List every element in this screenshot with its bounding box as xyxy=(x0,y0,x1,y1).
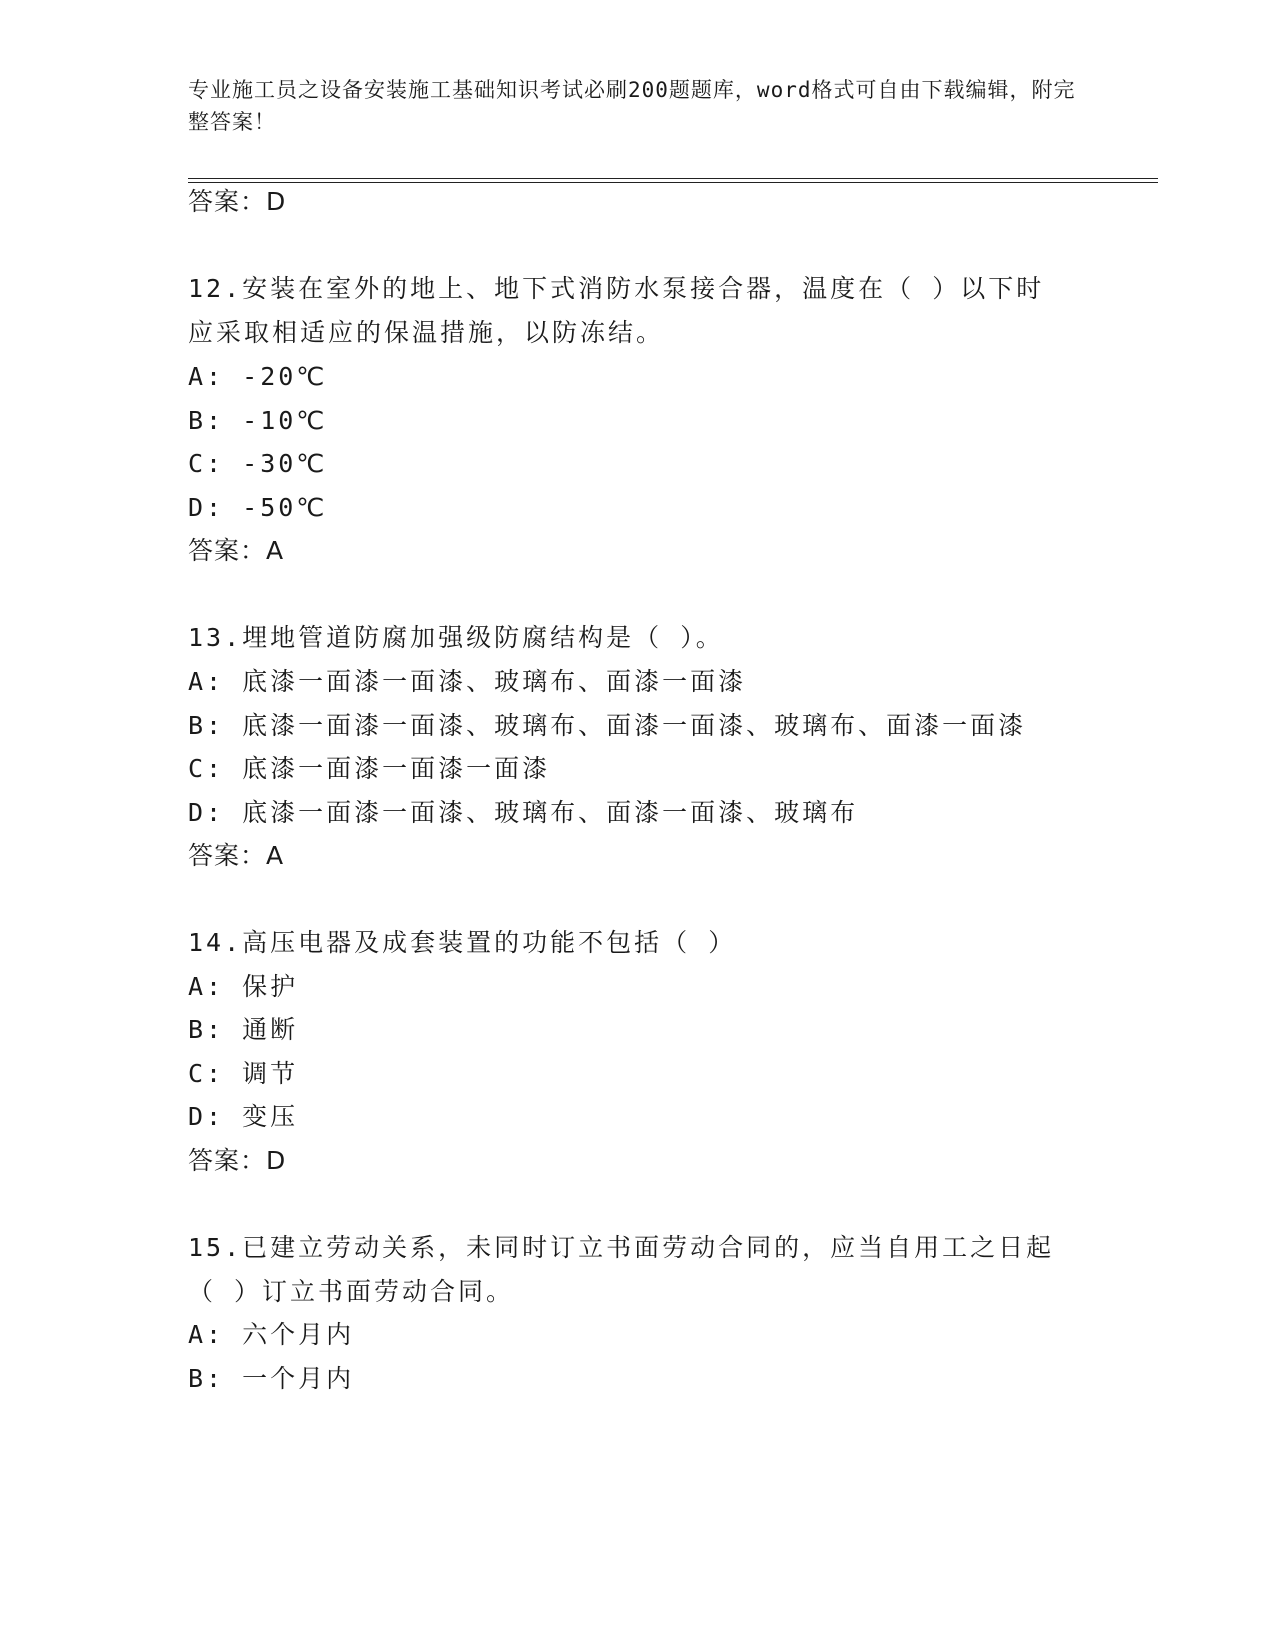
question-13-answer: 答案：A xyxy=(188,841,285,870)
question-14-option-b: B: 通断 xyxy=(188,1015,299,1044)
question-12-option-a: A: -20℃ xyxy=(188,362,328,391)
question-14-option-c: C: 调节 xyxy=(188,1059,299,1088)
question-15-stem-cont: （ ）订立书面劳动合同。 xyxy=(188,1277,515,1306)
question-12-option-b: B: -10℃ xyxy=(188,406,328,435)
question-14-option-a: A: 保护 xyxy=(188,972,299,1001)
question-14-stem: 14.高压电器及成套装置的功能不包括（ ） xyxy=(188,928,737,957)
question-12-answer: 答案：A xyxy=(188,536,285,565)
question-12-option-c: C: -30℃ xyxy=(188,449,328,478)
question-15-option-b: B: 一个月内 xyxy=(188,1364,355,1393)
header-divider xyxy=(188,178,1158,183)
question-13-option-b: B: 底漆一面漆一面漆、玻璃布、面漆一面漆、玻璃布、面漆一面漆 xyxy=(188,711,1027,740)
question-13-option-a: A: 底漆一面漆一面漆、玻璃布、面漆一面漆 xyxy=(188,667,747,696)
question-14-answer: 答案：D xyxy=(188,1146,287,1175)
question-12-stem-cont: 应采取相适应的保温措施，以防冻结。 xyxy=(188,318,665,347)
question-12-option-d: D: -50℃ xyxy=(188,493,328,522)
question-13-option-c: C: 底漆一面漆一面漆一面漆 xyxy=(188,754,551,783)
question-15-stem: 15.已建立劳动关系，未同时订立书面劳动合同的，应当自用工之日起 xyxy=(188,1233,1055,1262)
question-14-option-d: D: 变压 xyxy=(188,1102,299,1131)
question-13-option-d: D: 底漆一面漆一面漆、玻璃布、面漆一面漆、玻璃布 xyxy=(188,798,859,827)
question-12-stem: 12.安装在室外的地上、地下式消防水泵接合器，温度在（ ）以下时 xyxy=(188,274,1045,303)
question-13-stem: 13.埋地管道防腐加强级防腐结构是（ ）。 xyxy=(188,623,724,652)
document-header: 专业施工员之设备安装施工基础知识考试必刷200题题库，word格式可自由下载编辑，附完整答案！ xyxy=(188,78,1076,134)
question-15-option-a: A: 六个月内 xyxy=(188,1320,355,1349)
answer-line: 答案：D xyxy=(188,187,287,216)
